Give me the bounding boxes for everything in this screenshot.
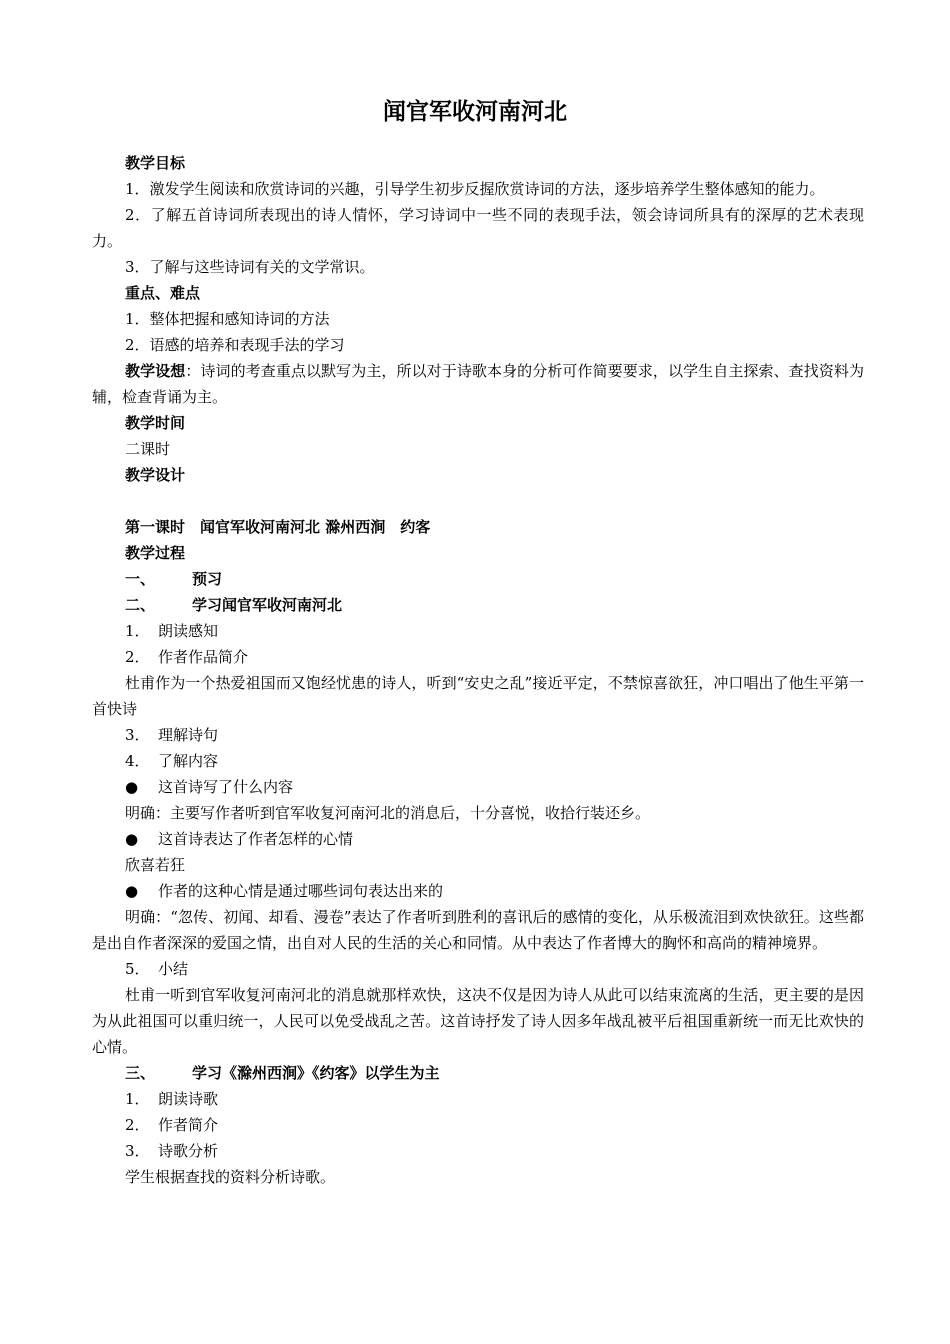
answer-text: 欣喜若狂 bbox=[125, 856, 186, 874]
list-number: 3． bbox=[125, 1142, 150, 1160]
closing-text: 学生根据查找的资料分析诗歌。 bbox=[125, 1168, 336, 1186]
list-number: 4． bbox=[125, 752, 150, 770]
bullet-question bbox=[92, 878, 864, 904]
list-text: 朗读感知 bbox=[158, 622, 219, 640]
key-points-heading: 重点、难点 bbox=[125, 284, 201, 302]
bullet-question bbox=[92, 774, 864, 800]
list-item bbox=[92, 956, 864, 982]
teaching-idea-label: 教学设想 bbox=[125, 362, 186, 380]
author-intro: 杜甫作为一个热爱祖国而又饱经忧患的诗人，听到“安史之乱”接近平定，不禁惊喜欲狂，冲口唱出了他生平第一首快诗 bbox=[92, 674, 864, 718]
question-text: 这首诗写了什么内容 bbox=[158, 778, 294, 796]
list-text: 理解诗句 bbox=[158, 726, 219, 744]
time-heading: 教学时间 bbox=[125, 414, 186, 432]
section-number: 三、 bbox=[125, 1064, 156, 1082]
list-number: 1． bbox=[125, 1090, 150, 1108]
list-text: 朗读诗歌 bbox=[158, 1090, 219, 1108]
bullet-question bbox=[92, 826, 864, 852]
teaching-idea bbox=[92, 358, 864, 410]
list-text: 了解内容 bbox=[158, 752, 219, 770]
goal-item: 2．了解五首诗词所表现出的诗人情怀，学习诗词中一些不同的表现手法，领会诗词所具有的深厚的艺术表现力。 bbox=[92, 206, 864, 250]
design-heading: 教学设计 bbox=[125, 466, 186, 484]
section-title: 学习闻官军收河南河北 bbox=[192, 596, 343, 614]
list-item bbox=[92, 1138, 864, 1164]
section-heading bbox=[92, 592, 864, 618]
list-text: 诗歌分析 bbox=[158, 1142, 219, 1160]
section-number: 一、 bbox=[125, 570, 156, 588]
page-title: 闻官军收河南河北 bbox=[383, 99, 567, 125]
section-number: 二、 bbox=[125, 596, 156, 614]
list-number: 2． bbox=[125, 1116, 150, 1134]
list-item bbox=[92, 1086, 864, 1112]
bullet-icon: ● bbox=[125, 882, 139, 900]
question-text: 这首诗表达了作者怎样的心情 bbox=[158, 830, 354, 848]
bullet-icon: ● bbox=[125, 778, 139, 796]
key-point-item: 2．语感的培养和表现手法的学习 bbox=[125, 336, 345, 354]
list-item bbox=[92, 722, 864, 748]
list-number: 2． bbox=[125, 648, 150, 666]
list-text: 作者简介 bbox=[158, 1116, 219, 1134]
answer-text: 明确：“忽传、初闻、却看、漫卷”表达了作者听到胜利的喜讯后的感情的变化，从乐极流泪到欢快欲狂。这些都是出自作者深深的爱国之情，出自对人民的生活的关心和同情。从中表达了作者博大的胸怀和高尚的精神境界。 bbox=[92, 908, 864, 952]
answer-text: 明确：主要写作者听到官军收复河南河北的消息后，十分喜悦，收拾行装还乡。 bbox=[125, 804, 651, 822]
list-item bbox=[92, 644, 864, 670]
process-heading: 教学过程 bbox=[125, 544, 186, 562]
section-heading bbox=[92, 566, 864, 592]
question-text: 作者的这种心情是通过哪些词句表达出来的 bbox=[158, 882, 444, 900]
key-point-item: 1．整体把握和感知诗词的方法 bbox=[125, 310, 330, 328]
lesson-heading: 第一课时 闻官军收河南河北 滁州西涧 约客 bbox=[125, 518, 431, 536]
list-item bbox=[92, 1112, 864, 1138]
section-title: 学习《滁州西涧》《约客》以学生为主 bbox=[192, 1064, 440, 1082]
list-item bbox=[92, 748, 864, 774]
goal-item: 1．激发学生阅读和欣赏诗词的兴趣，引导学生初步反握欣赏诗词的方法，逐步培养学生整体感知的能力。 bbox=[125, 180, 825, 198]
list-text: 小结 bbox=[158, 960, 189, 978]
summary-text: 杜甫一听到官军收复河南河北的消息就那样欢快，这决不仅是因为诗人从此可以结束流离的生活，更主要的是因为从此祖国可以重归统一，人民可以免受战乱之苦。这首诗抒发了诗人因多年战乱被平后祖国重新统一而无比欢快的心情。 bbox=[92, 986, 864, 1056]
goals-heading: 教学目标 bbox=[125, 154, 186, 172]
spacer bbox=[92, 488, 864, 514]
time-value: 二课时 bbox=[125, 440, 171, 458]
section-heading bbox=[92, 1060, 864, 1086]
list-number: 3． bbox=[125, 726, 150, 744]
goal-item: 3．了解与这些诗词有关的文学常识。 bbox=[125, 258, 375, 276]
document-body bbox=[92, 150, 864, 1190]
teaching-idea-text: ：诗词的考查重点以默写为主，所以对于诗歌本身的分析可作简要要求，以学生自主探索、查找资料为辅，检查背诵为主。 bbox=[92, 362, 864, 406]
list-number: 1． bbox=[125, 622, 150, 640]
list-item bbox=[92, 618, 864, 644]
list-text: 作者作品简介 bbox=[158, 648, 249, 666]
section-title: 预习 bbox=[192, 570, 223, 588]
list-number: 5． bbox=[125, 960, 150, 978]
bullet-icon: ● bbox=[125, 830, 139, 848]
